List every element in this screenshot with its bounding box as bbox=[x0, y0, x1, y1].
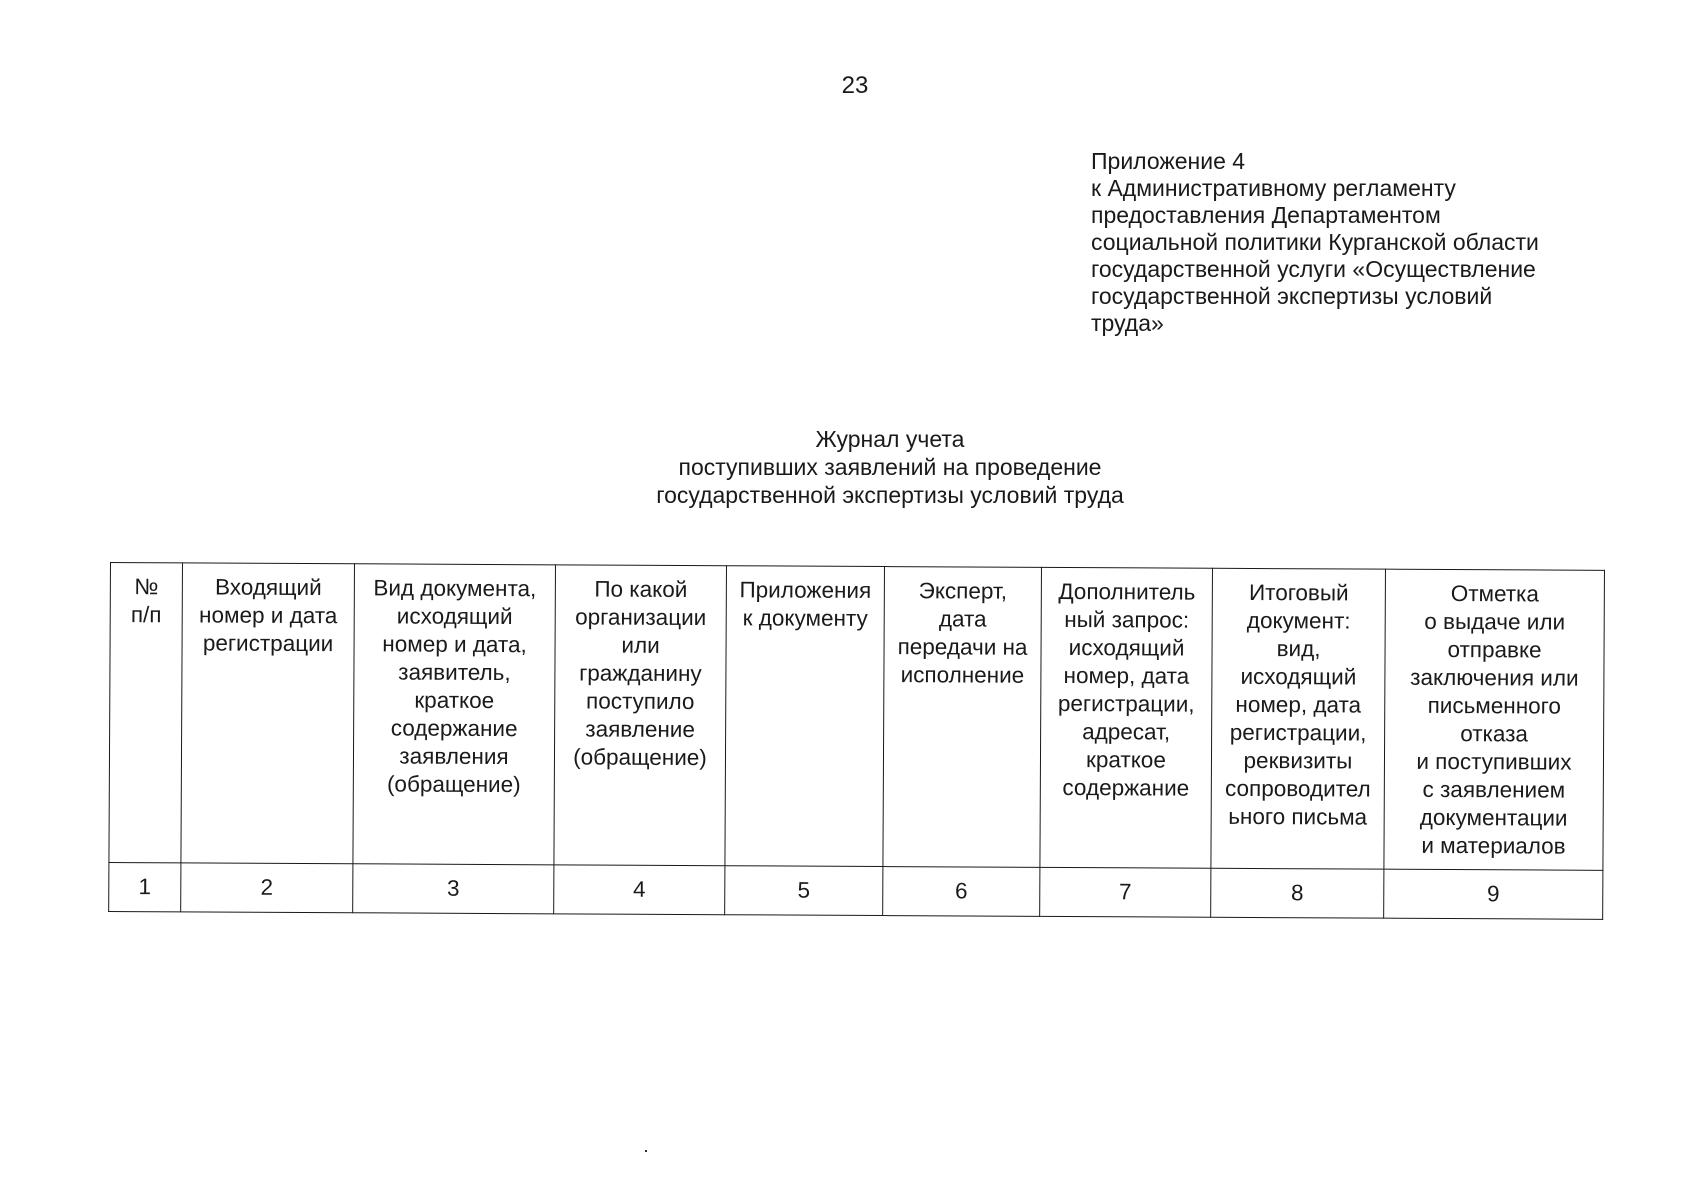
column-number-cell: 3 bbox=[353, 864, 554, 914]
column-number-cell: 7 bbox=[1040, 867, 1211, 917]
header-text: заявления bbox=[399, 743, 509, 770]
header-text: Отметка bbox=[1450, 581, 1540, 607]
header-text: отправке bbox=[1447, 637, 1542, 663]
header-text: Дополнитель bbox=[1058, 578, 1196, 605]
column-number-row bbox=[109, 862, 1603, 919]
header-text: регистрации bbox=[202, 630, 334, 657]
header-text: (обращение) bbox=[386, 771, 521, 798]
header-row bbox=[109, 563, 1605, 871]
header-text: номер и дата bbox=[199, 602, 338, 629]
journal-title bbox=[0, 425, 1699, 509]
header-cell-expert bbox=[883, 567, 1042, 868]
header-text: исходящий bbox=[1068, 635, 1185, 661]
header-text: о выдаче или bbox=[1424, 608, 1566, 635]
header-text: с заявлением bbox=[1422, 776, 1566, 803]
journal-table bbox=[108, 562, 1605, 920]
appendix-line: Приложение 4 bbox=[1091, 148, 1246, 174]
column-number-cell: 2 bbox=[181, 863, 353, 913]
header-cell-issue-mark bbox=[1384, 569, 1605, 870]
header-cell-final-document bbox=[1211, 568, 1386, 869]
appendix-line: предоставления Департаментом bbox=[1091, 202, 1441, 228]
column-number-cell: 5 bbox=[725, 866, 883, 916]
journal-title-line: поступивших заявлений на проведение bbox=[678, 454, 1102, 480]
header-text: и поступивших bbox=[1416, 748, 1572, 775]
appendix-block bbox=[1091, 148, 1591, 337]
header-text: номер, дата bbox=[1063, 662, 1190, 689]
header-text: и материалов bbox=[1421, 832, 1566, 859]
header-text: Приложения bbox=[739, 577, 872, 603]
header-text: письменного bbox=[1427, 692, 1561, 719]
page-number: 23 bbox=[841, 72, 869, 99]
header-text: к документу bbox=[742, 605, 868, 631]
header-text: (обращение) bbox=[573, 744, 707, 771]
appendix-line: государственной услуги «Осуществление bbox=[1091, 256, 1536, 282]
header-text: содержание bbox=[390, 715, 518, 742]
header-text: Входящий bbox=[214, 574, 322, 601]
header-text: № bbox=[134, 574, 159, 600]
header-text: организации bbox=[575, 604, 707, 631]
header-text: регистрации, bbox=[1229, 719, 1367, 746]
header-text: Итоговый bbox=[1248, 579, 1349, 606]
header-text: реквизиты bbox=[1243, 747, 1353, 774]
header-text: документ: bbox=[1246, 607, 1351, 634]
column-number-cell: 4 bbox=[554, 865, 725, 915]
column-number-cell: 1 bbox=[109, 862, 181, 911]
header-text: краткое bbox=[1086, 747, 1166, 773]
header-cell-organization bbox=[554, 565, 727, 866]
header-text: ный запрос: bbox=[1064, 606, 1190, 633]
journal-table-wrapper bbox=[108, 562, 1605, 920]
header-text: содержание bbox=[1062, 774, 1190, 801]
header-text: По какой bbox=[594, 576, 688, 603]
header-text: Эксперт, bbox=[918, 578, 1008, 604]
header-text: номер, дата bbox=[1235, 691, 1362, 718]
header-cell-number bbox=[109, 563, 183, 863]
journal-title-line: государственной экспертизы условий труда bbox=[656, 482, 1124, 508]
header-cell-document-type bbox=[353, 564, 556, 865]
appendix-line: труда» bbox=[1091, 310, 1164, 336]
header-text: исполнение bbox=[900, 662, 1025, 688]
appendix-line: социальной политики Курганской области bbox=[1091, 229, 1539, 255]
header-text: заявление bbox=[585, 716, 695, 743]
appendix-line: к Административному регламенту bbox=[1091, 175, 1456, 201]
header-text: заявитель, bbox=[398, 659, 511, 686]
header-text: п/п bbox=[130, 602, 162, 628]
scan-speck bbox=[645, 1150, 647, 1152]
header-text: или bbox=[621, 632, 660, 658]
header-text: исходящий bbox=[396, 603, 513, 630]
header-text: гражданину bbox=[579, 660, 702, 687]
header-text: сопроводител bbox=[1224, 775, 1371, 802]
header-text: Вид документа, bbox=[373, 575, 537, 602]
header-text: номер и дата, bbox=[382, 631, 527, 658]
header-text: передачи на bbox=[897, 634, 1028, 660]
header-text: отказа bbox=[1460, 721, 1529, 747]
header-cell-attachments bbox=[725, 566, 885, 867]
header-text: дата bbox=[938, 606, 987, 632]
header-cell-incoming bbox=[181, 563, 355, 864]
header-text: регистрации, bbox=[1057, 690, 1195, 717]
header-text: краткое bbox=[414, 687, 495, 714]
header-text: ьного письма bbox=[1228, 803, 1368, 830]
header-text: заключения или bbox=[1410, 664, 1579, 691]
header-text: адресат, bbox=[1082, 719, 1171, 745]
column-number-cell: 8 bbox=[1211, 868, 1384, 918]
column-number-cell: 6 bbox=[883, 867, 1040, 917]
header-text: вид, bbox=[1276, 636, 1321, 662]
column-number-cell: 9 bbox=[1384, 869, 1603, 919]
journal-title-line: Журнал учета bbox=[815, 426, 965, 452]
header-text: исходящий bbox=[1240, 663, 1357, 690]
header-text: поступило bbox=[586, 688, 695, 715]
appendix-line: государственной экспертизы условий bbox=[1091, 283, 1493, 309]
header-cell-additional-request bbox=[1040, 567, 1213, 868]
header-text: документации bbox=[1419, 804, 1568, 831]
